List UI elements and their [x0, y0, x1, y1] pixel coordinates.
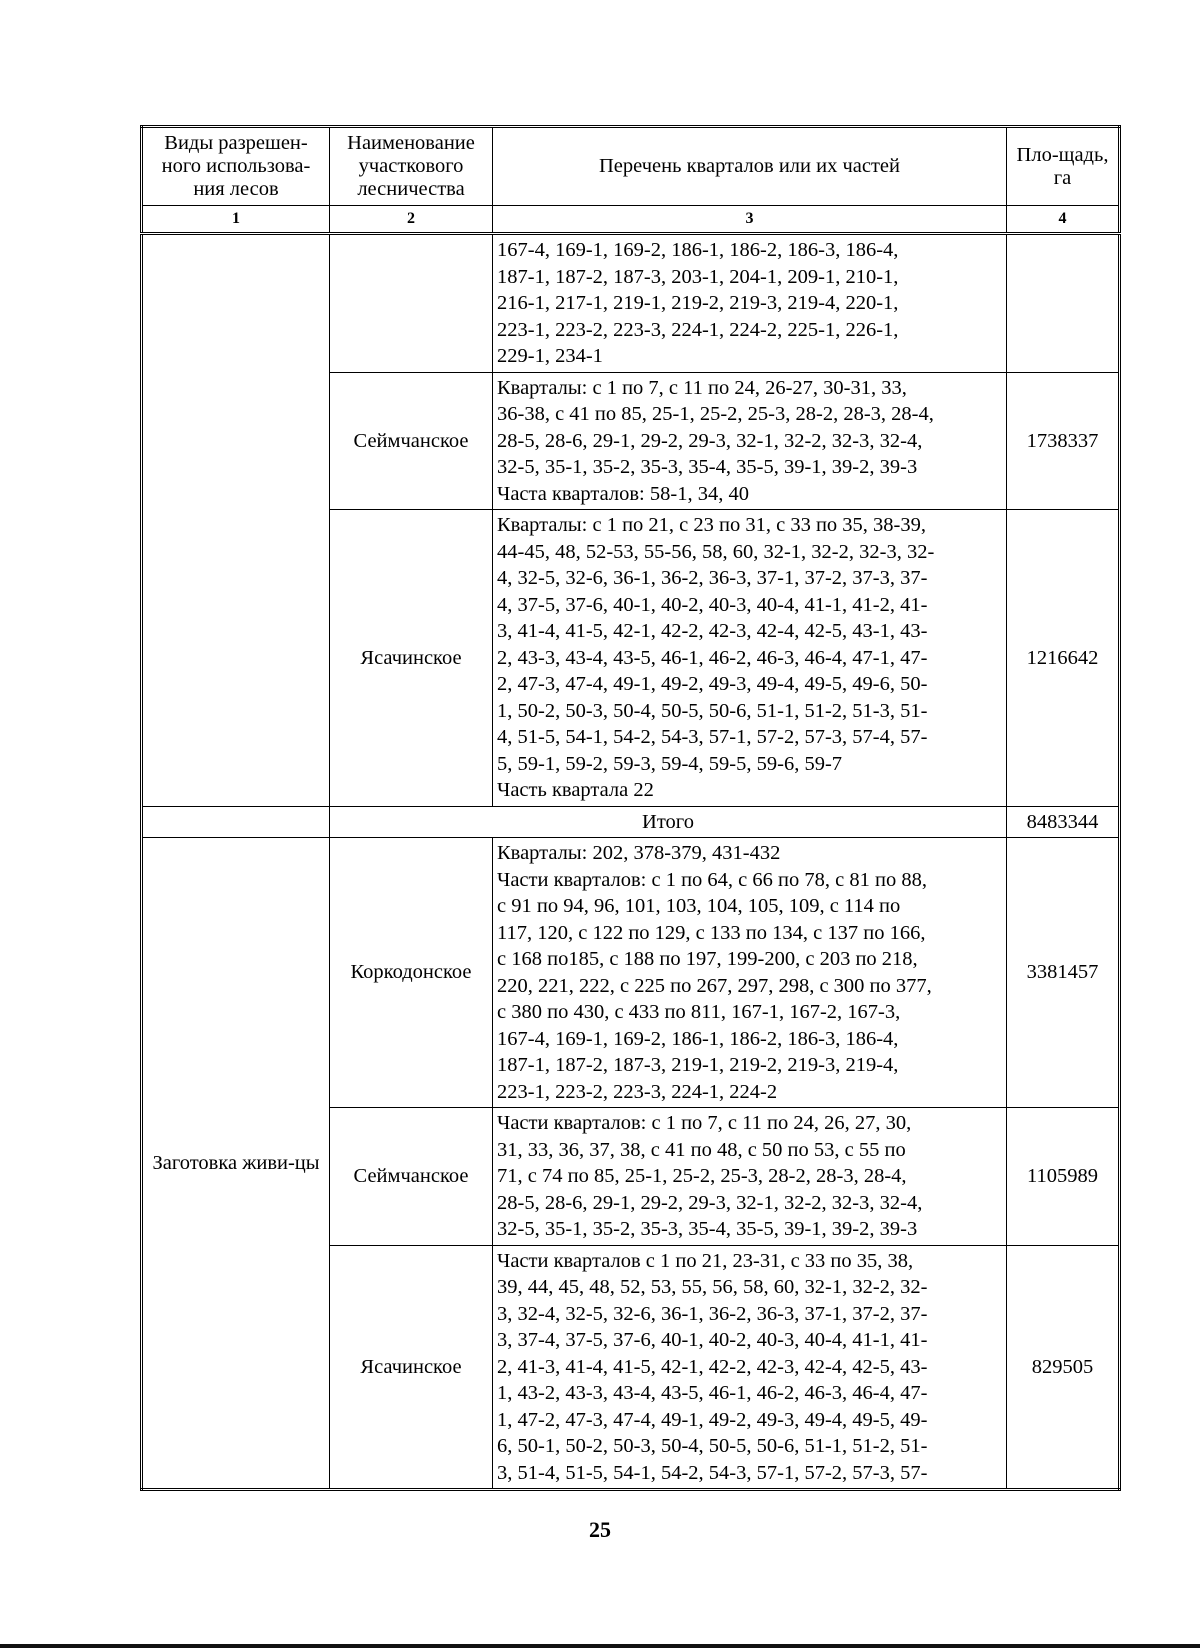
quarters-line: 5, 59-1, 59-2, 59-3, 59-4, 59-5, 59-6, 59-7 — [497, 752, 843, 775]
quarters-cell — [493, 510, 1007, 807]
total-value: 8483344 — [1007, 806, 1120, 838]
header-area: Пло-щадь, га — [1007, 127, 1120, 206]
use-type-cell-empty — [142, 234, 330, 807]
quarters-line: 3, 37-4, 37-5, 37-6, 40-1, 40-2, 40-3, 40-4, 41-1, 41- — [497, 1329, 928, 1351]
quarters-line: Части кварталов с 1 по 21, 23-31, с 33 по 35, 38, — [497, 1249, 914, 1272]
quarters-line: 36-38, с 41 по 85, 25-1, 25-2, 25-3, 28-2, 28-3, 28-4, — [497, 403, 934, 425]
column-number: 1 — [142, 206, 330, 234]
quarters-line: Кварталы: 202, 378-379, 431-432 — [497, 842, 781, 864]
forestry-name-cell: Коркодонское — [330, 838, 493, 1108]
quarters-line: 187-1, 187-2, 187-3, 203-1, 204-1, 209-1, 210-1, — [497, 265, 899, 288]
total-empty-cell — [142, 806, 330, 838]
quarters-line: 32-5, 35-1, 35-2, 35-3, 35-4, 35-5, 39-1, 39-2, 39-3 — [497, 1218, 918, 1240]
page-number: 25 — [589, 1517, 611, 1542]
total-row — [142, 806, 1120, 838]
quarters-line: 3, 51-4, 51-5, 54-1, 54-2, 54-3, 57-1, 57-2, 57-3, 57- — [497, 1461, 928, 1484]
quarters-line: 31, 33, 36, 37, 38, с 41 по 48, с 50 по 53, с 55 по — [497, 1138, 906, 1161]
quarters-cell — [493, 1245, 1007, 1490]
header-quarters-list: Перечень кварталов или их частей — [493, 127, 1007, 206]
quarters-line: 3, 41-4, 41-5, 42-1, 42-2, 42-3, 42-4, 42-5, 43-1, 43- — [497, 620, 928, 642]
quarters-line: 216-1, 217-1, 219-1, 219-2, 219-3, 219-4, 220-1, — [497, 292, 899, 314]
column-number-row — [142, 206, 1120, 234]
forestry-name-cell — [330, 234, 493, 373]
forestry-name-cell: Ясачинское — [330, 510, 493, 807]
quarters-line: с 91 по 94, 96, 101, 103, 104, 105, 109, с 114 по — [497, 895, 901, 917]
table-row — [142, 234, 1120, 373]
area-cell: 829505 — [1007, 1245, 1120, 1490]
column-number: 2 — [330, 206, 493, 234]
quarters-line: 39, 44, 45, 48, 52, 53, 55, 56, 58, 60, 32-1, 32-2, 32- — [497, 1276, 928, 1298]
quarters-cell — [493, 372, 1007, 510]
quarters-cell — [493, 234, 1007, 373]
forestry-name-cell: Сеймчанское — [330, 372, 493, 510]
header-forestry-name: Наименование участкового лесничества — [330, 127, 493, 206]
quarters-line: 187-1, 187-2, 187-3, 219-1, 219-2, 219-3, 219-4, — [497, 1054, 899, 1076]
quarters-line: Часта кварталов: 58-1, 34, 40 — [497, 482, 749, 505]
quarters-line: с 168 по185, с 188 по 197, 199-200, с 203 по 218, — [497, 948, 918, 970]
area-cell: 1738337 — [1007, 372, 1120, 510]
quarters-cell — [493, 1108, 1007, 1246]
quarters-line: 6, 50-1, 50-2, 50-3, 50-4, 50-5, 50-6, 51-1, 51-2, 51- — [497, 1435, 928, 1457]
column-number: 4 — [1007, 206, 1120, 234]
quarters-line: с 380 по 430, с 433 по 811, 167-1, 167-2, 167-3, — [497, 1001, 901, 1023]
quarters-line: 223-1, 223-2, 223-3, 224-1, 224-2, 225-1, 226-1, — [497, 318, 899, 341]
quarters-line: 2, 47-3, 47-4, 49-1, 49-2, 49-3, 49-4, 49-5, 49-6, 50- — [497, 673, 928, 695]
quarters-line: 220, 221, 222, с 225 по 267, 297, 298, с 300 по 377, — [497, 974, 932, 997]
quarters-line: 1, 43-2, 43-3, 43-4, 43-5, 46-1, 46-2, 46-3, 46-4, 47- — [497, 1382, 928, 1404]
quarters-line: Кварталы: с 1 по 21, с 23 по 31, с 33 по 35, 38-39, — [497, 514, 927, 536]
quarters-line: 1, 50-2, 50-3, 50-4, 50-5, 50-6, 51-1, 51-2, 51-3, 51- — [497, 699, 928, 722]
quarters-line: 28-5, 28-6, 29-1, 29-2, 29-3, 32-1, 32-2, 32-3, 32-4, — [497, 429, 923, 452]
quarters-line: 3, 32-4, 32-5, 32-6, 36-1, 36-2, 36-3, 37-1, 37-2, 37- — [497, 1302, 928, 1325]
quarters-cell — [493, 838, 1007, 1108]
area-cell — [1007, 234, 1120, 373]
quarters-line: Части кварталов: с 1 по 7, с 11 по 24, 26, 27, 30, — [497, 1112, 912, 1134]
quarters-line: 229-1, 234-1 — [497, 345, 603, 367]
area-cell: 1216642 — [1007, 510, 1120, 807]
quarters-line: 44-45, 48, 52-53, 55-56, 58, 60, 32-1, 32-2, 32-3, 32- — [497, 540, 935, 563]
quarters-line: 4, 51-5, 54-1, 54-2, 54-3, 57-1, 57-2, 57-3, 57-4, 57- — [497, 726, 928, 748]
quarters-line: 1, 47-2, 47-3, 47-4, 49-1, 49-2, 49-3, 49-4, 49-5, 49- — [497, 1408, 928, 1431]
quarters-line: 223-1, 223-2, 223-3, 224-1, 224-2 — [497, 1080, 778, 1103]
quarters-line: 71, с 74 по 85, 25-1, 25-2, 25-3, 28-2, 28-3, 28-4, — [497, 1165, 907, 1187]
quarters-line: Части кварталов: с 1 по 64, с 66 по 78, с 81 по 88, — [497, 868, 927, 891]
quarters-line: 167-4, 169-1, 169-2, 186-1, 186-2, 186-3, 186-4, — [497, 239, 899, 261]
table-row — [142, 838, 1120, 1108]
forestry-name-cell: Сеймчанское — [330, 1108, 493, 1246]
quarters-line: 28-5, 28-6, 29-1, 29-2, 29-3, 32-1, 32-2, 32-3, 32-4, — [497, 1191, 923, 1214]
use-type-cell: Заготовка живи-цы — [142, 838, 330, 1490]
quarters-line: 2, 41-3, 41-4, 41-5, 42-1, 42-2, 42-3, 42-4, 42-5, 43- — [497, 1355, 928, 1378]
quarters-line: Часть квартала 22 — [497, 779, 654, 801]
scan-edge-rule — [0, 1644, 1200, 1648]
quarters-line: 4, 32-5, 32-6, 36-1, 36-2, 36-3, 37-1, 37-2, 37-3, 37- — [497, 567, 928, 589]
area-cell: 1105989 — [1007, 1108, 1120, 1246]
forestry-name-cell: Ясачинское — [330, 1245, 493, 1490]
quarters-line: 4, 37-5, 37-6, 40-1, 40-2, 40-3, 40-4, 41-1, 41-2, 41- — [497, 593, 928, 616]
column-number: 3 — [493, 206, 1007, 234]
header-use-type: Виды разрешен-ного использова-ния лесов — [142, 127, 330, 206]
area-cell: 3381457 — [1007, 838, 1120, 1108]
table-header-row — [142, 127, 1120, 206]
quarters-line: Кварталы: с 1 по 7, с 11 по 24, 26-27, 30-31, 33, — [497, 376, 907, 399]
quarters-line: 167-4, 169-1, 169-2, 186-1, 186-2, 186-3, 186-4, — [497, 1027, 899, 1050]
quarters-line: 2, 43-3, 43-4, 43-5, 46-1, 46-2, 46-3, 46-4, 47-1, 47- — [497, 646, 928, 669]
quarters-line: 32-5, 35-1, 35-2, 35-3, 35-4, 35-5, 39-1, 39-2, 39-3 — [497, 456, 918, 478]
total-label: Итого — [330, 806, 1007, 838]
quarters-line: 117, 120, с 122 по 129, с 133 по 134, с 137 по 166, — [497, 921, 926, 944]
forest-use-table — [140, 125, 1121, 1491]
